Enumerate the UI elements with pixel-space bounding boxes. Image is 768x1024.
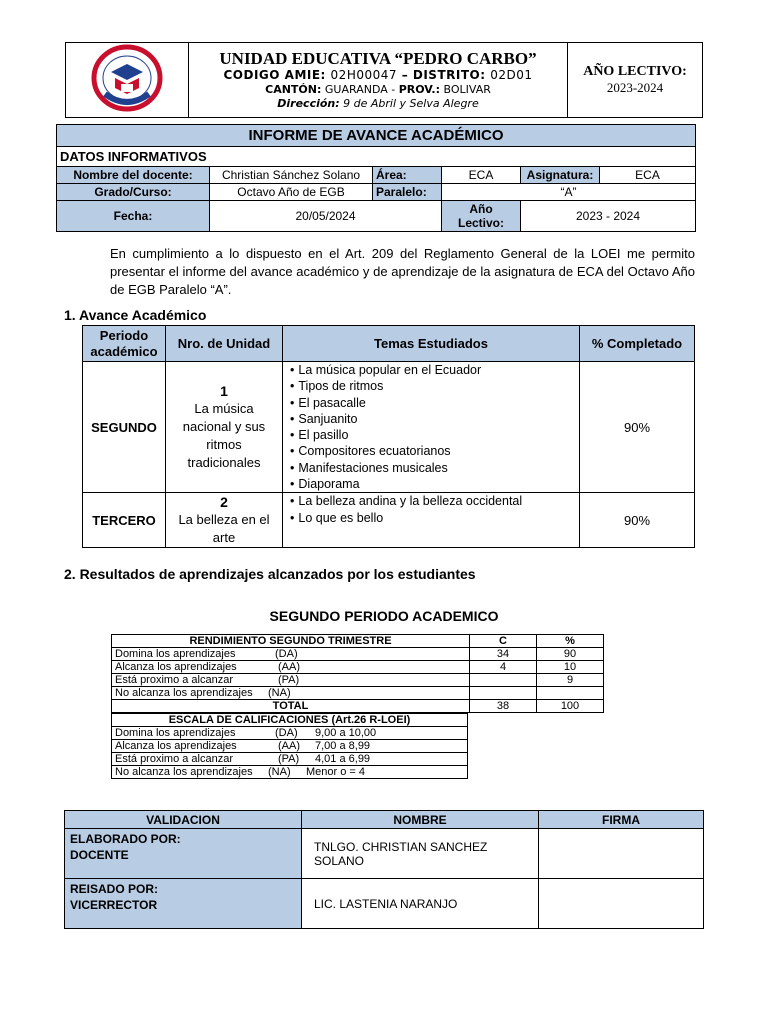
progress-table [82, 325, 695, 548]
total-c: 38 [470, 700, 537, 713]
list-item: • El pasacalle [290, 395, 576, 411]
list-item: • Diaporama [290, 476, 576, 492]
canton-value: GUARANDA - [324, 82, 396, 96]
list-item: • Compositores ecuatorianos [290, 443, 576, 459]
signature-header: FIRMA [539, 811, 704, 829]
role-title: ELABORADO POR: [70, 832, 181, 846]
row-c [470, 687, 537, 700]
scale-range: 9,00 a 10,00 [315, 727, 377, 739]
row-code: (NA) [268, 687, 291, 699]
info-table [56, 124, 696, 232]
list-item: • El pasillo [290, 427, 576, 443]
unit-number: 2 [220, 494, 228, 511]
topics-list [286, 493, 576, 526]
col-pct-header: % [537, 635, 604, 648]
address-line [192, 97, 564, 111]
col-c-header: C [470, 635, 537, 648]
total-pct: 100 [537, 700, 604, 713]
unit-number: 1 [220, 383, 228, 400]
signature-cell[interactable] [539, 879, 704, 929]
intro-paragraph: En cumplimiento a lo dispuesto en el Art. 209 del Reglamento General de la LOEI me permito presentar el informe del avance académico y de aprendizaje de la asignatura de ECA del Octavo Año de EGB Paralelo “A”. [110, 246, 695, 297]
date-value: 20/05/2024 [210, 201, 442, 232]
completed-cell: 90% [580, 362, 695, 493]
row-code: (PA) [278, 674, 300, 686]
info-subtitle: DATOS INFORMATIVOS [57, 147, 696, 167]
row-pct: 9 [537, 674, 604, 687]
row-c [470, 674, 537, 687]
table-row [112, 674, 604, 687]
area-value: ECA [442, 167, 521, 184]
table-row [65, 879, 704, 929]
unit-cell [166, 493, 283, 548]
scale-code: (AA) [278, 740, 300, 752]
amie-value: 02H00047 [330, 67, 398, 82]
list-item: • La belleza andina y la belleza occidental [290, 493, 576, 509]
letterhead-table [65, 42, 703, 118]
validation-header: VALIDACION [65, 811, 302, 829]
list-item: • Manifestaciones musicales [290, 460, 576, 476]
scale-label: Está proximo a alcanzar [115, 753, 233, 765]
school-year-label: AÑO LECTIVO: [583, 64, 687, 79]
school-year-cell [568, 43, 703, 118]
prov-value: BOLIVAR [443, 82, 491, 96]
performance-header: RENDIMIENTO SEGUNDO TRIMESTRE [112, 635, 470, 648]
topics-cell [283, 362, 580, 493]
year-label: Año Lectivo: [442, 201, 521, 232]
district-label: – DISTRITO: [401, 67, 486, 82]
table-row [83, 362, 695, 493]
school-year-value: 2023-2024 [606, 80, 664, 95]
row-label: No alcanza los aprendizajes [115, 687, 253, 699]
scale-code: (NA) [268, 766, 291, 778]
canton-label: CANTÓN: [265, 82, 322, 96]
table-row [112, 648, 604, 661]
list-item: • Sanjuanito [290, 411, 576, 427]
unit-name: La música nacional y sus ritmos tradicionales [182, 401, 266, 471]
scale-table [111, 713, 468, 779]
completed-cell: 90% [580, 493, 695, 548]
period-cell: SEGUNDO [83, 362, 166, 493]
role-position: DOCENTE [70, 848, 129, 862]
period-cell: TERCERO [83, 493, 166, 548]
row-code: (DA) [275, 648, 298, 660]
amie-label: CODIGO AMIE: [223, 67, 326, 82]
school-info-cell [189, 43, 568, 118]
performance-table [111, 634, 604, 713]
row-label: Domina los aprendizajes [115, 648, 236, 660]
person-name: LIC. LASTENIA NARANJO [302, 879, 539, 929]
area-label: Área: [373, 167, 442, 184]
row-pct: 90 [537, 648, 604, 661]
scale-label: No alcanza los aprendizajes [115, 766, 253, 778]
subject-value: ECA [600, 167, 696, 184]
name-header: NOMBRE [302, 811, 539, 829]
scale-code: (DA) [275, 727, 298, 739]
table-row [65, 829, 704, 879]
table-row [112, 740, 468, 753]
list-item: • Tipos de ritmos [290, 378, 576, 394]
scale-label: Alcanza los aprendizajes [115, 740, 237, 752]
row-code: (AA) [278, 661, 300, 673]
report-title: INFORME DE AVANCE ACADÉMICO [57, 125, 696, 147]
topics-list [286, 362, 576, 492]
date-label: Fecha: [57, 201, 210, 232]
subject-label: Asignatura: [521, 167, 600, 184]
scale-label: Domina los aprendizajes [115, 727, 236, 739]
parallel-value: “A” [442, 184, 696, 201]
total-row [112, 700, 604, 713]
table-row [112, 766, 468, 779]
address-value: 9 de Abril y Selva Alegre [343, 96, 479, 110]
period-title: SEGUNDO PERIODO ACADEMICO [269, 608, 499, 624]
table-row [112, 727, 468, 740]
person-name: TNLGO. CHRISTIAN SANCHEZ SOLANO [302, 829, 539, 879]
unit-header: Nro. de Unidad [166, 326, 283, 362]
table-row [83, 493, 695, 548]
signature-cell[interactable] [539, 829, 704, 879]
role-cell [65, 879, 302, 929]
district-value: 02D01 [490, 67, 533, 82]
role-position: VICERRECTOR [70, 898, 158, 912]
canton-line [192, 83, 564, 97]
teacher-label: Nombre del docente: [57, 167, 210, 184]
school-logo-icon [91, 44, 163, 112]
amie-line [192, 68, 564, 83]
validation-table [64, 810, 704, 929]
grade-value: Octavo Año de EGB [210, 184, 373, 201]
topics-header: Temas Estudiados [283, 326, 580, 362]
scale-range: 4,01 a 6,99 [315, 753, 371, 765]
scale-code: (PA) [278, 753, 300, 765]
year-value: 2023 - 2024 [521, 201, 696, 232]
scale-range: 7,00 a 8,99 [315, 740, 371, 752]
parallel-label: Paralelo: [373, 184, 442, 201]
section1-title: 1. Avance Académico [64, 307, 207, 323]
school-name: UNIDAD EDUCATIVA “PEDRO CARBO” [219, 48, 537, 68]
role-cell [65, 829, 302, 879]
row-pct [537, 687, 604, 700]
row-pct: 10 [537, 661, 604, 674]
row-c: 4 [470, 661, 537, 674]
role-title: REISADO POR: [70, 882, 159, 896]
unit-cell [166, 362, 283, 493]
grade-label: Grado/Curso: [57, 184, 210, 201]
row-c: 34 [470, 648, 537, 661]
table-row [112, 687, 604, 700]
total-label: TOTAL [112, 700, 470, 713]
address-label: Dirección: [277, 96, 340, 110]
unit-name: La belleza en el arte [178, 512, 270, 546]
period-header: Periodo académico [83, 326, 166, 362]
row-label: Alcanza los aprendizajes [115, 661, 237, 673]
scale-range: Menor o = 4 [306, 766, 366, 778]
row-label: Está proximo a alcanzar [115, 674, 233, 686]
prov-label: PROV.: [398, 82, 440, 96]
table-row [112, 661, 604, 674]
list-item: • Lo que es bello [290, 510, 576, 526]
table-row [112, 753, 468, 766]
topics-cell [283, 493, 580, 548]
scale-header: ESCALA DE CALIFICACIONES (Art.26 R-LOEI) [112, 714, 468, 727]
completed-header: % Completado [580, 326, 695, 362]
logo-cell [66, 43, 189, 118]
teacher-value: Christian Sánchez Solano [210, 167, 373, 184]
list-item: • La música popular en el Ecuador [290, 362, 576, 378]
section2-title: 2. Resultados de aprendizajes alcanzados por los estudiantes [64, 566, 476, 582]
